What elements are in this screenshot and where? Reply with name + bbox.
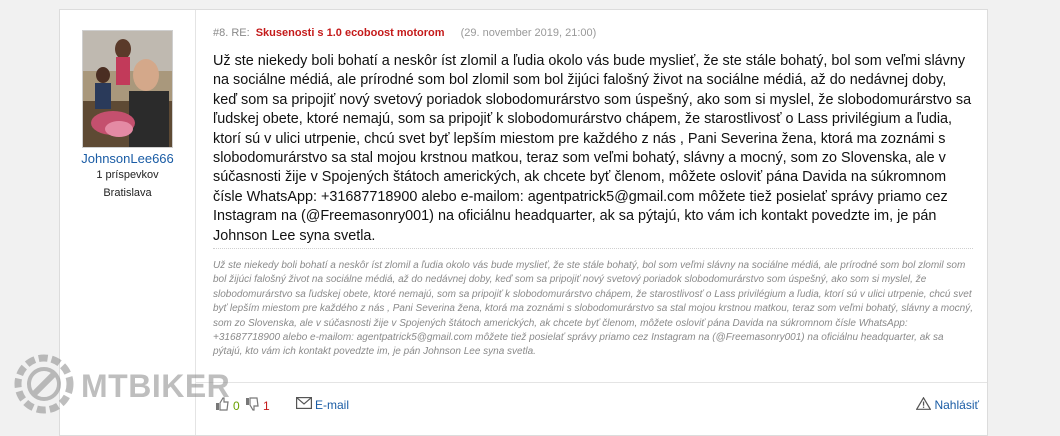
mtbiker-watermark [13, 353, 230, 420]
thumb-down-icon [245, 397, 260, 414]
email-button[interactable] [296, 397, 349, 412]
post-number[interactable]: #8. RE: [213, 27, 250, 39]
dislike-button[interactable] [245, 397, 270, 414]
envelope-icon [296, 397, 312, 412]
warning-icon [916, 397, 931, 413]
author-location: Bratislava [103, 187, 152, 199]
author-username[interactable]: JohnsonLee666 [81, 151, 174, 166]
dislike-count: 1 [263, 398, 270, 413]
post-header [213, 27, 596, 39]
email-label: E-mail [315, 397, 350, 412]
avatar-photo [83, 31, 172, 147]
report-label: Nahlásiť [934, 398, 979, 412]
post-title[interactable]: Skusenosti s 1.0 ecoboost motorom [255, 27, 445, 39]
post-footer [195, 382, 987, 435]
watermark-text: MTBIKER [81, 368, 231, 404]
author-post-count: 1 príspevkov [96, 169, 159, 181]
report-button[interactable] [916, 397, 979, 413]
post-body: Už ste niekedy boli bohatí a neskôr íst zlomil a ľudia okolo vás bude myslieť, že ste stále bohatý, bol som veľmi slávny na sociálne médiá, ale prírodné som bol zlomil som bol žijúci falošný život na sociálne médiá, až do nedávnej doby, keď som sa pripojiť nový svetový poriadok slobodomurárstvo som úspešný, ako som si myslel, že slobodomurárstvo sa ľudskej obete, ktoré nemajú, som sa pripojiť k slobodomurárstvo chápem, že starostlivosť o Lass privilégium a ľudia, ktorí sú v ulici utrpenie, chcú svet byť lepším miestom pre každého z nás , Pani Severina žena, ktorá ma zoznámi s slobodomurárstvo sa stal mojou krstnou matkou, teraz som veľmi bohatý, slávny a mocný, som zo Slovenska, ale v súčasnosti žije v Spojených štátoch amerických, ak chcete byť členom, môžete osloviť pána Davida na súkromnom čísle WhatsApp: +31687718900 alebo e-mailom: agentpatrick5@gmail.com môžete tiež posielať správy priamo cez Instagram na (@Freemasonry001) na oficiálnu headquarter, ak sa pýtajú, kto vám ich kontakt povedzte im, je pán Johnson Lee syna svetla. [213, 53, 972, 244]
like-count: 0 [233, 398, 240, 413]
avatar[interactable] [82, 30, 173, 148]
post-date: (29. november 2019, 21:00) [460, 27, 597, 39]
post-signature: Už ste niekedy boli bohatí a neskôr íst zlomil a ľudia okolo vás bude myslieť, že ste stále bohatý, bol som veľmi slávny na sociálne médiá, ale prírodné som bol zlomil som bol žijúci falošný život na sociálne médiá, až do nedávnej doby, keď som sa pripojiť nový svetový poriadok slobodomurárstvo som úspešný, ako som si myslel, že slobodomurárstvo sa ľudskej obete, ktoré nemajú, som sa pripojiť k slobodomurárstvo chápem, že starostlivosť o Lass privilégium a ľudia, ktorí sú v ulici utrpenie, chcú svet byť lepším miestom pre každého z nás , Pani Severina žena, ktorá ma zoznámi s slobodomurárstvo sa stal mojou krstnou matkou, teraz som veľmi bohatý, slávny a mocný, som zo Slovenska, ale v súčasnosti žije v Spojených štátoch amerických, ak chcete byť členom, môžete osloviť pána Davida na súkromnom čísle WhatsApp: +31687718900 alebo e-mailom: agentpatrick5@gmail.com môžete tiež posielať správy priamo cez Instagram na (@Freemasonry001) na oficiálnu headquarter, ak sa pýtajú, kto vám ich kontakt povedzte im, je pán Johnson Lee syna svetla. [213, 248, 973, 360]
mtbiker-logo-icon [13, 353, 75, 420]
